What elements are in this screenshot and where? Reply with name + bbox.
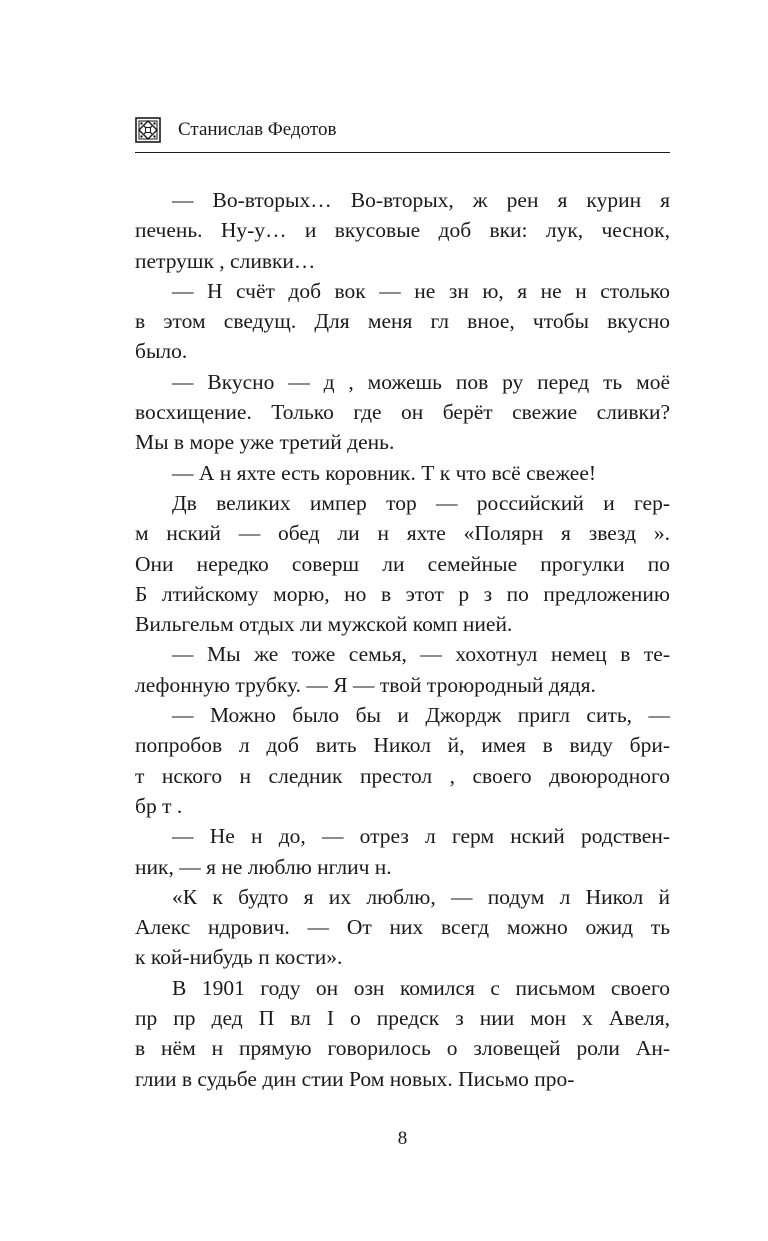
text-line: — Можно было бы и Джордж пригл сить, — xyxy=(172,703,670,728)
text-line: т нского н следник престол , своего двоюродного xyxy=(135,763,670,788)
paragraph xyxy=(135,458,670,488)
text-line: — Не н до, — отрез л герм нский родствен- xyxy=(172,824,670,849)
text-line: бр т . xyxy=(135,793,183,818)
text-line: Мы в море уже третий день. xyxy=(135,430,395,455)
text-line: Алекс ндрович. — От них всегд можно ожид ть xyxy=(135,915,670,940)
text-line: «К к будто я их люблю, — подум л Никол й xyxy=(172,884,670,909)
text-line: восхищение. Только где он берёт свежие сливки? xyxy=(135,400,670,425)
text-line: Б лтийскому морю, но в этот р з по предложению xyxy=(135,581,670,606)
text-line: — Вкусно — д , можешь пов ру перед ть моё xyxy=(172,369,670,394)
text-line: пр пр дед П вл I о предск з нии мон х Авеля, xyxy=(135,1006,670,1031)
text-line: ник, — я не люблю нглич н. xyxy=(135,854,392,879)
text-line: — Мы же тоже семья, — хохотнул немец в те- xyxy=(172,642,670,667)
text-line: глии в судьбе дин стии Ром новых. Письмо про- xyxy=(135,1066,575,1091)
text-line: лефонную трубку. — Я — твой троюродный дядя. xyxy=(135,672,596,697)
body-text xyxy=(135,185,670,1094)
text-line: В 1901 году он озн комился с письмом своего xyxy=(172,975,670,1000)
text-line: в этом сведущ. Для меня гл вное, чтобы вкусно xyxy=(135,309,670,334)
paragraph xyxy=(135,882,670,973)
paragraph xyxy=(135,367,670,458)
paragraph xyxy=(135,973,670,1094)
text-line: было. xyxy=(135,339,188,364)
text-line: — А н яхте есть коровник. Т к что всё свежее! xyxy=(172,460,597,485)
page-number: 8 xyxy=(397,1128,408,1149)
text-line: печень. Ну-у… и вкусовые доб вки: лук, чеснок, xyxy=(135,218,670,243)
text-line: — Во-вторых… Во-вторых, ж рен я курин я xyxy=(172,188,670,212)
text-line: Дв великих импер тор — российский и гер- xyxy=(172,490,670,515)
text-line: Вильгельм отдых ли мужской комп нией. xyxy=(135,612,513,637)
text-line: м нский — обед ли н яхте «Полярн я звезд ». xyxy=(135,521,670,546)
text-line: — Н счёт доб вок — не зн ю, я не н столько xyxy=(172,278,670,303)
paragraph xyxy=(135,700,670,821)
paragraph xyxy=(135,639,670,700)
paragraph xyxy=(135,185,670,276)
text-line: попробов л доб вить Никол й, имея в виду бри- xyxy=(135,733,670,758)
paragraph xyxy=(135,821,670,882)
text-line: в нём н прямую говорилось о зловещей роли Ан- xyxy=(135,1036,670,1061)
running-header-author: Станислав Федотов xyxy=(178,119,337,140)
text-line: Они нередко соверш ли семейные прогулки по xyxy=(135,551,670,576)
celtic-knot-icon xyxy=(135,117,161,143)
paragraph xyxy=(135,276,670,367)
header-rule xyxy=(135,152,670,153)
paragraph xyxy=(135,488,670,639)
text-line: к кой-нибудь п кости». xyxy=(135,945,343,970)
text-line: петрушк , сливки… xyxy=(135,248,316,273)
